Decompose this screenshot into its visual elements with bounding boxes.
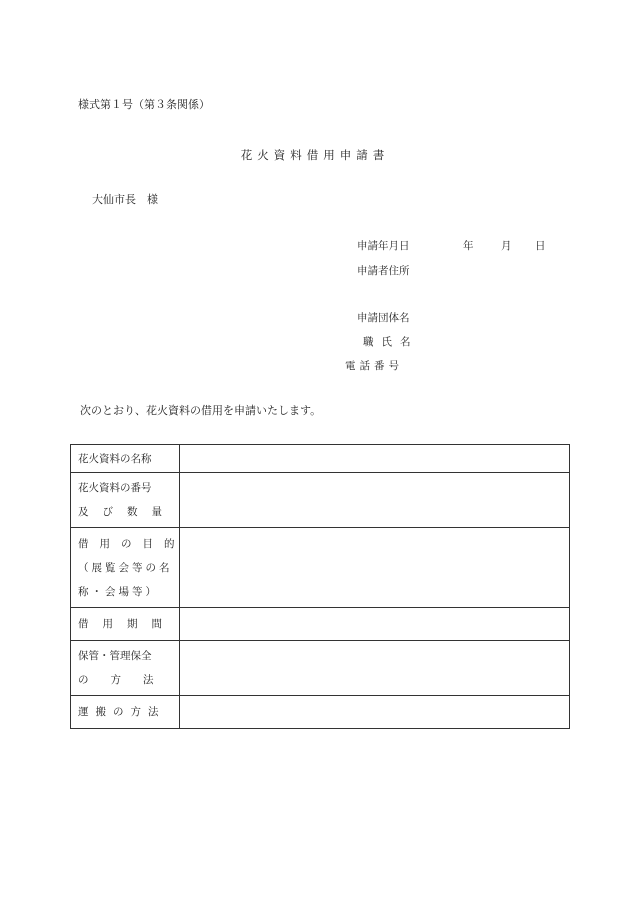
label-line: 運搬の方法 — [78, 706, 166, 718]
label-line: 及び数量 — [78, 506, 176, 518]
value-field-purpose[interactable] — [180, 528, 570, 608]
table-row — [71, 528, 570, 608]
application-table — [70, 444, 570, 729]
position-name-label: 職氏名 — [363, 336, 419, 348]
label-line: 称・会場等） — [78, 585, 159, 598]
value-field-transport-method[interactable] — [180, 696, 570, 729]
label-line: 借用の目的 — [78, 537, 186, 550]
value-field-number-quantity[interactable] — [180, 473, 570, 528]
organization-name-label: 申請団体名 — [357, 312, 410, 324]
label-line: 借用期間 — [78, 618, 176, 630]
row-label-transport-method — [71, 696, 180, 729]
row-label-material-name — [71, 445, 180, 473]
label-line: の方法 — [78, 674, 176, 686]
addressee: 大仙市長 様 — [92, 193, 158, 206]
applicant-info-block — [345, 241, 575, 381]
application-statement: 次のとおり、花火資料の借用を申請いたします。 — [80, 404, 322, 417]
table-row — [71, 445, 570, 473]
phone-number-label: 電話番号 — [345, 360, 403, 372]
date-day-unit: 日 — [535, 240, 546, 252]
document-title: 花火資料借用申請書 — [240, 148, 390, 162]
table-row — [71, 696, 570, 729]
table-row — [71, 473, 570, 528]
table-row — [71, 608, 570, 641]
date-year-unit: 年 — [463, 240, 474, 252]
form-number: 様式第１号（第３条関係） — [78, 98, 210, 111]
table-row — [71, 641, 570, 696]
row-label-purpose — [71, 528, 186, 608]
label-line: （展覧会等の名 — [78, 561, 173, 574]
date-month-unit: 月 — [501, 240, 512, 252]
label-line: 保管・管理保全 — [78, 650, 152, 662]
label-line: 花火資料の番号 — [78, 482, 152, 494]
row-label-period — [71, 608, 180, 641]
value-field-storage-method[interactable] — [180, 641, 570, 696]
row-label-number-quantity — [71, 473, 180, 528]
applicant-address-label: 申請者住所 — [357, 265, 410, 277]
application-date-label: 申請年月日 — [357, 240, 410, 252]
row-label-storage-method — [71, 641, 180, 696]
value-field-material-name[interactable] — [180, 445, 570, 473]
value-field-period[interactable] — [180, 608, 570, 641]
label-line: 花火資料の名称 — [78, 452, 152, 465]
